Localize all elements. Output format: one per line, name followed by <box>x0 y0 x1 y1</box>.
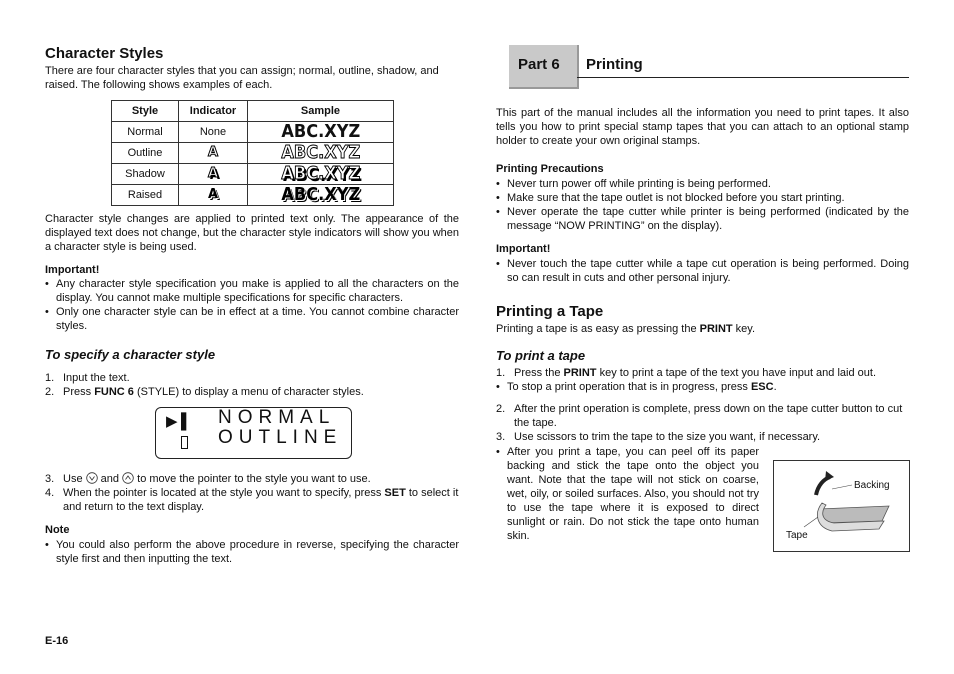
step-number: 1. <box>45 372 55 384</box>
specify-steps-1-2 <box>45 371 459 399</box>
specify-style-subheading: To specify a character style <box>45 347 216 362</box>
part-title: Printing <box>586 56 643 73</box>
step-text: Input the text. <box>63 372 130 384</box>
text: Printing a tape is as easy as pressing the <box>496 323 700 335</box>
print-key: PRINT <box>563 367 597 379</box>
table-header-indicator: Indicator <box>179 101 248 122</box>
sample-outline-text: ABC.XYZ <box>281 142 360 163</box>
sample-cell <box>248 143 394 164</box>
cursor-icon: ▌ <box>181 413 192 430</box>
shadow-indicator-icon: A <box>207 166 219 181</box>
step-number: 4. <box>45 487 55 499</box>
important-label: Important! <box>45 264 100 276</box>
down-arrow-key-icon <box>86 472 98 484</box>
step-3 <box>45 472 459 486</box>
printing-easy-text <box>496 322 909 336</box>
table-row <box>112 143 394 164</box>
outline-cursor-icon <box>181 436 188 449</box>
step-text: Use <box>63 473 86 485</box>
note-label: Note <box>45 524 70 536</box>
list-item <box>496 380 909 394</box>
up-arrow-key-icon <box>122 472 134 484</box>
step-text: and <box>97 473 123 485</box>
sample-raised-text: ABC.XYZ <box>281 184 360 205</box>
list-item: • Make sure that the tape outlet is not blocked before you start printing. <box>496 191 909 205</box>
text: . <box>773 381 777 393</box>
indicator-cell <box>179 164 248 185</box>
step-3 <box>496 430 909 444</box>
step-text: (STYLE) to display a menu of character styles. <box>133 386 364 398</box>
list-item: • You could also perform the above procedure in reverse, specifying the character style first and then inputting the text. <box>45 538 459 566</box>
table-row <box>112 164 394 185</box>
step-text: Press <box>63 386 95 398</box>
indicator-cell <box>179 143 248 164</box>
sample-cell <box>248 164 394 185</box>
lcd-line-outline: OUTLINE <box>218 427 343 448</box>
func6-key: FUNC 6 <box>94 386 134 398</box>
print-key: PRINT <box>699 323 733 335</box>
important-label-right: Important! <box>496 243 551 255</box>
step-text: to move the pointer to the style you want to use. <box>134 473 371 485</box>
list-item: • Any character style specification you make is applied to all the characters on the display. You cannot make multiple specifications for specific characters. <box>45 277 459 305</box>
step-2 <box>45 385 459 399</box>
print-steps-2-3 <box>496 402 909 444</box>
raised-indicator-icon: A <box>207 187 219 202</box>
important-list <box>45 277 459 333</box>
table-header-sample: Sample <box>248 101 394 122</box>
table-header-row <box>112 101 394 122</box>
set-key: SET <box>384 487 406 499</box>
step-1 <box>496 366 909 380</box>
step-number: 3. <box>45 473 55 485</box>
step-4 <box>45 486 459 514</box>
step-2 <box>496 402 909 430</box>
tape-label: Tape <box>786 530 808 541</box>
list-item: • Never operate the tape cutter while printer is being performed (indicated by the message “NOW PRINTING” on the display). <box>496 205 909 233</box>
backing-label: Backing <box>854 480 890 491</box>
step-number: 2. <box>496 403 506 415</box>
step-number: 1. <box>496 367 506 379</box>
step-text: After the print operation is complete, press down on the tape cutter button to cut the tape. <box>514 403 903 429</box>
tape-backing-figure <box>773 460 910 552</box>
style-name-cell: Normal <box>112 122 179 143</box>
style-name-cell: Outline <box>112 143 179 164</box>
text: key. <box>732 323 756 335</box>
list-item: • After you print a tape, you can peel off its paper backing and stick the tape onto the object you want. Note that the tape will not stick on coarse, wet, oily, or soiled surfaces. Also, you should not try to use the tape where it is exposed to direct sunlight or rain. Do not stick the tape onto human skin. <box>496 445 759 543</box>
list-item: • Only one character style can be in effect at a time. You cannot combine character styles. <box>45 305 459 333</box>
table-header-style: Style <box>112 101 179 122</box>
part-rule <box>577 77 909 78</box>
sample-cell <box>248 185 394 206</box>
print-tape-subheading: To print a tape <box>496 348 586 363</box>
lcd-line-normal: NORMAL <box>218 407 336 428</box>
step-1 <box>45 371 459 385</box>
specify-steps-3-4 <box>45 472 459 514</box>
character-styles-intro: There are four character styles that you can assign; normal, outline, shadow, and raised. The following shows examples of each. <box>45 65 439 91</box>
character-styles-table <box>111 100 394 206</box>
step-text: Press the <box>514 367 564 379</box>
step-text: key to print a tape of the text you have input and laid out. <box>596 367 876 379</box>
table-row <box>112 122 394 143</box>
page-number: E-16 <box>45 635 69 647</box>
outline-indicator-icon: A <box>207 145 219 160</box>
part-label: Part 6 <box>518 56 560 73</box>
printing-precautions-label: Printing Precautions <box>496 163 604 175</box>
list-item: • Never touch the tape cutter while a tape cut operation is being performed. Doing so can result in cuts and other personal injury. <box>496 257 909 285</box>
peel-list <box>496 445 759 543</box>
indicator-cell <box>179 185 248 206</box>
print-steps-1 <box>496 366 909 394</box>
precautions-list <box>496 177 909 233</box>
style-name-cell: Raised <box>112 185 179 206</box>
lcd-display <box>155 407 352 459</box>
esc-key: ESC <box>750 381 774 393</box>
sample-normal-text: ABC.XYZ <box>281 121 360 142</box>
list-item: • Never turn power off while printing is being performed. <box>496 177 909 191</box>
step-number: 2. <box>45 386 55 398</box>
pointer-icon: ▶ <box>166 413 178 430</box>
step-text: Use scissors to trim the tape to the size you want, if necessary. <box>514 431 821 443</box>
step-number: 3. <box>496 431 506 443</box>
printing-a-tape-heading: Printing a Tape <box>496 303 604 320</box>
style-changes-paragraph: Character style changes are applied to printed text only. The appearance of the displayed text does not change, but the character style indicators will show you when a character style is being used. <box>45 213 459 253</box>
sample-shadow-text: ABC.XYZ <box>281 163 360 184</box>
important-list-right <box>496 257 909 285</box>
character-styles-heading: Character Styles <box>45 45 164 62</box>
step-text: to select it and return to the text display. <box>63 487 459 513</box>
text: To stop a print operation that is in progress, press <box>507 381 751 393</box>
step-text: When the pointer is located at the style you want to specify, press <box>63 487 385 499</box>
indicator-cell: None <box>179 122 248 143</box>
note-list <box>45 538 459 566</box>
printing-intro: This part of the manual includes all the information you need to print tapes. It also tells you how to print special stamp tapes that you can attach to an optional stamp holder to create your own original stamps. <box>496 107 909 147</box>
table-row <box>112 185 394 206</box>
sample-cell <box>248 122 394 143</box>
style-name-cell: Shadow <box>112 164 179 185</box>
